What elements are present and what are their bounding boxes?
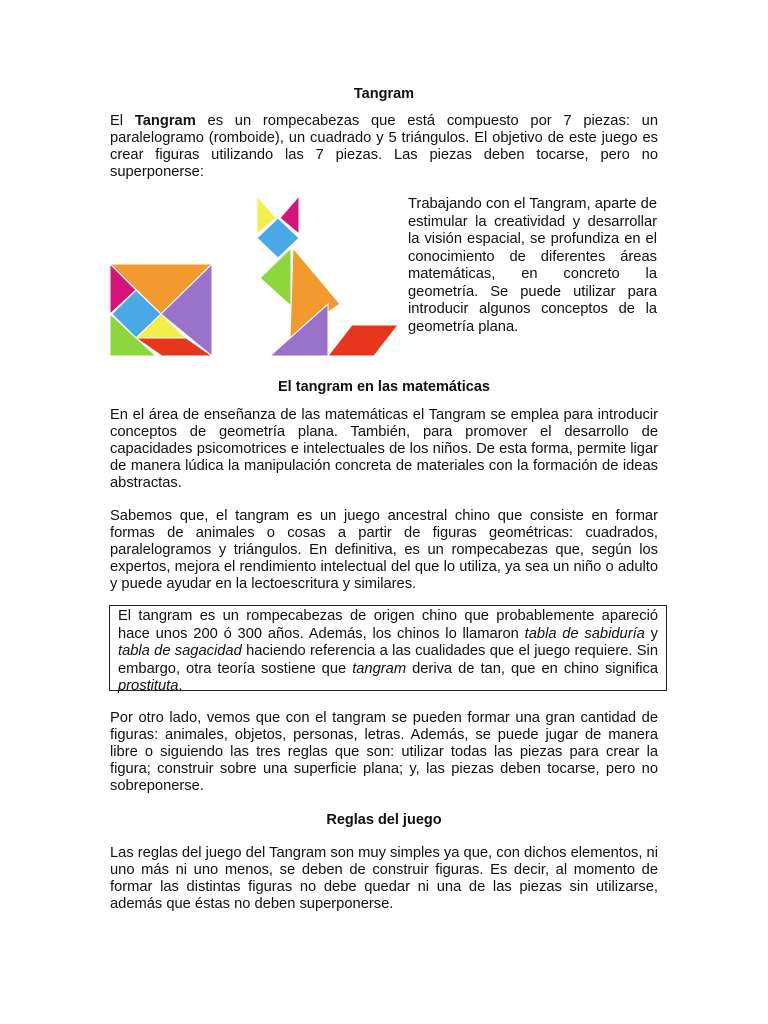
intro-rest: es un rompecabezas que está compuesto por 7 piezas: un paralelogramo (romboide), un cuadrado y 5 triángulos. El objetivo de este juego es crear figuras utilizando las 7 piezas. Las piezas deben tocarse, pero no superponerse: (110, 113, 659, 180)
paragraph-reglas: Las reglas del juego del Tangram son muy simples ya que, con dichos elementos, ni uno más ni uno menos, se deben de construir figuras. Es decir, al momento de formar las distintas figuras no debe quedar ni una de las piezas sin utilizarse, además que éstas no deben superponerse. (110, 845, 658, 912)
box-italic-3: tangram (352, 660, 407, 677)
intro-bold-term: Tangram (134, 113, 196, 129)
document-title: Tangram (353, 86, 415, 102)
side-paragraph: Trabajando con el Tangram, aparte de estimular la creatividad y desarrollar la visión espacial, se profundiza en el conocimiento de diferentes áreas matemáticas, en concreto la geometría. Se puede utilizar para introducir algunos conceptos de la geometría plana. (408, 196, 657, 335)
paragraph-formas: Por otro lado, vemos que con el tangram se pueden formar una gran cantidad de figuras: animales, objetos, personas, letras. Además, se puede jugar de manera libre o siguiendo las tres reglas que son: utilizar todas las piezas para crear la figura; construir sobre una superficie plana; y, las piezas deben tocarse, pero no sobreponerse. (110, 710, 658, 794)
box-italic-4: prostituta (118, 678, 179, 694)
section-heading-matematicas: El tangram en las matemáticas (278, 379, 490, 395)
intro-paragraph (110, 113, 658, 181)
tangram-square-illustration (108, 262, 214, 358)
paragraph-matematicas-1: En el área de enseñanza de las matemáticas el Tangram se emplea para introducir conceptos de geometría plana. También, para promover el desarrollo de capacidades psicomotrices e intelectuales de los niños. De esta forma, permite ligar de manera lúdica la manipulación concreta de materiales con la formación de ideas abstractas. (110, 407, 658, 491)
intro-lead: El (110, 113, 135, 129)
highlight-box-text (118, 608, 658, 696)
tangram-cat-illustration (254, 192, 400, 358)
cat-tail-parallelogram (328, 325, 398, 356)
section-heading-reglas: Reglas del juego (326, 812, 442, 828)
box-text-3: haciendo referencia a las cualidades que el juego requiere. Sin embargo, otra teoría sostiene que (118, 643, 658, 677)
box-text-5: . (178, 678, 183, 694)
highlight-box (109, 605, 667, 694)
box-text-2: y (644, 625, 658, 642)
paragraph-matematicas-2: Sabemos que, el tangram es un juego ancestral chino que consiste en formar formas de animales o cosas a partir de figuras geométricas: cuadrados, paralelogramos y triángulos. En definitiva, es un rompecabezas que, según los expertos, mejora el rendimiento intelectual del que lo utiliza, ya sea un niño o adulto y puede ayudar en la lectoescritura y similares. (110, 508, 658, 592)
box-italic-2: tabla de sagacidad (118, 643, 242, 659)
box-text-1: El tangram es un rompecabezas de origen chino que probablemente apareció hace unos 200 ó 300 años. Además, los chinos lo llamaron (118, 608, 658, 642)
box-italic-1: tabla de sabiduría (524, 625, 645, 642)
box-text-4: deriva de tan, que en chino significa (406, 660, 659, 677)
cat-neck-triangle (260, 248, 291, 306)
